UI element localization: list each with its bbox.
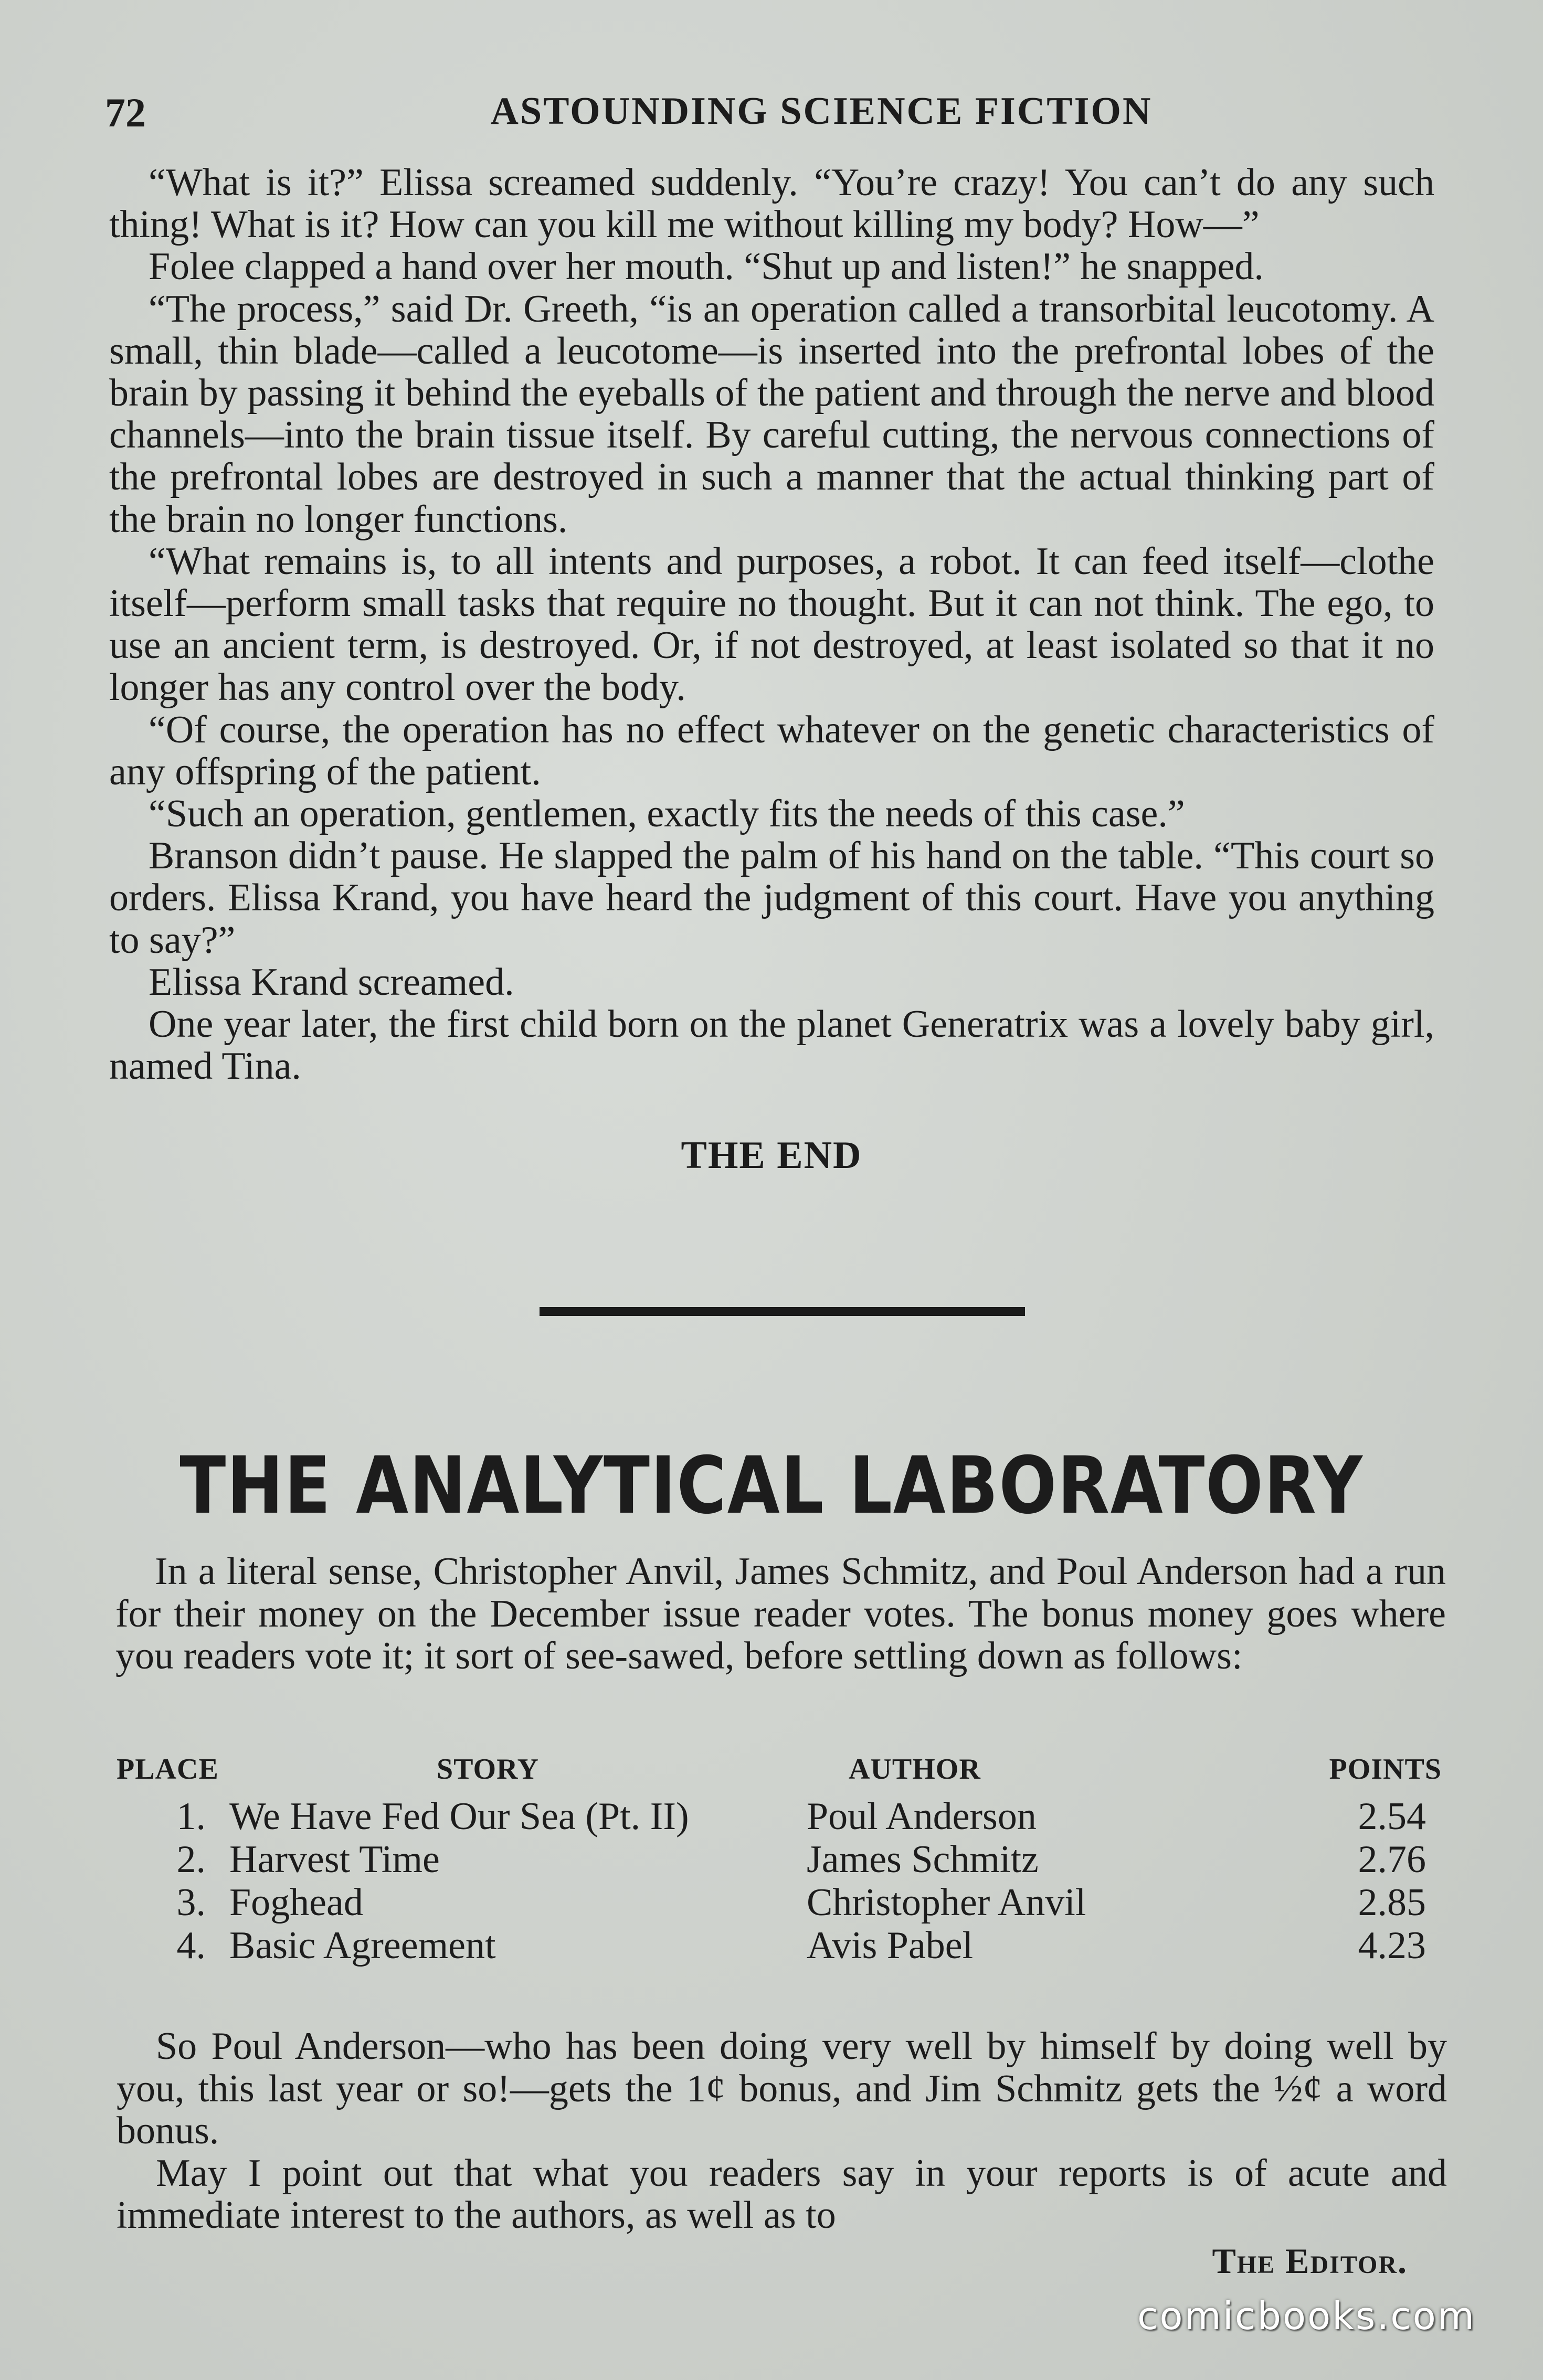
story-paragraph: One year later, the first child born on the planet Generatrix was a lovely baby girl, named Tina. (109, 1003, 1434, 1088)
results-table (117, 1794, 1447, 1967)
author-cell: Avis Pabel (807, 1924, 974, 1967)
table-row (117, 1924, 1447, 1967)
story-paragraph: “Of course, the operation has no effect whatever on the genetic characteristics of any offspring of the patient. (109, 708, 1434, 793)
intro-paragraph: In a literal sense, Christopher Anvil, James Schmitz, and Poul Anderson had a run for their money on the December issue reader votes. The bonus money goes where you readers vote it; it sort of see-sawed, before settling down as follows: (115, 1550, 1446, 1677)
points-cell: 4.23 (1358, 1924, 1426, 1967)
column-header-author: AUTHOR (849, 1753, 981, 1786)
table-row (117, 1880, 1447, 1924)
story-cell: We Have Fed Our Sea (Pt. II) (229, 1795, 689, 1838)
story-cell: Basic Agreement (229, 1924, 496, 1967)
points-cell: 2.85 (1358, 1881, 1426, 1924)
closing-paragraph: May I point out that what you readers say in your reports is of acute and immediate interest to the authors, as well as to (117, 2151, 1447, 2237)
author-cell: James Schmitz (807, 1838, 1039, 1881)
table-row (117, 1794, 1447, 1837)
story-paragraph: Folee clapped a hand over her mouth. “Shut up and listen!” he snapped. (149, 245, 1264, 289)
story-text (109, 162, 1434, 1087)
author-cell: Christopher Anvil (807, 1881, 1086, 1924)
place-cell: 1. (176, 1795, 206, 1838)
story-paragraph: Elissa Krand screamed. (149, 960, 514, 1004)
closing-paragraph: So Poul Anderson—who has been doing very well by himself by doing well by you, this last year or so!—gets the 1¢ bonus, and Jim Schmitz gets the ½¢ a word bonus. (117, 2025, 1447, 2152)
column-header-story: STORY (437, 1753, 539, 1786)
page-number: 72 (105, 90, 146, 135)
lab-intro (115, 1550, 1446, 1677)
story-cell: Harvest Time (229, 1838, 440, 1881)
points-cell: 2.54 (1358, 1795, 1426, 1838)
table-row (117, 1837, 1447, 1880)
place-cell: 3. (176, 1881, 206, 1924)
source-watermark: comicbooks.com (1137, 2294, 1476, 2338)
editor-signature: The Editor. (1212, 2241, 1408, 2281)
column-header-place: PLACE (117, 1753, 219, 1786)
points-cell: 2.76 (1358, 1838, 1426, 1881)
place-cell: 2. (176, 1838, 206, 1881)
the-end-mark: THE END (681, 1134, 862, 1177)
place-cell: 4. (176, 1924, 206, 1967)
results-table-header (117, 1752, 1447, 1789)
story-paragraph: “Such an operation, gentlemen, exactly fits the needs of this case.” (149, 792, 1185, 836)
page-header (105, 89, 1438, 147)
column-header-points: POINTS (1329, 1753, 1442, 1786)
story-paragraph: “What is it?” Elissa screamed suddenly. “You’re crazy! You can’t do any such thing! What is it? How can you kill me without killing my body? How—” (109, 161, 1434, 247)
lab-closing (117, 2025, 1447, 2237)
author-cell: Poul Anderson (807, 1795, 1037, 1838)
story-cell: Foghead (229, 1881, 363, 1924)
story-paragraph: “What remains is, to all intents and purposes, a robot. It can feed itself—clothe itself—perform small tasks that require no thought. But it can not think. The ego, to use an ancient term, is destroyed. Or, if not destroyed, at least isolated so that it no longer has any control over the body. (109, 539, 1434, 709)
section-divider (540, 1307, 1025, 1316)
story-paragraph: Branson didn’t pause. He slapped the palm of his hand on the table. “This court so orders. Elissa Krand, you have heard the judgment of this court. Have you anything to say?” (109, 834, 1434, 962)
story-paragraph: “The process,” said Dr. Greeth, “is an operation called a transorbital leucotomy. A small, thin blade—called a leucotome—is inserted into the prefrontal lobes of the brain by passing it behind the eyeballs of the patient and through the nerve and blood channels—into the brain tissue itself. By careful cutting, the nervous connections of the prefrontal lobes are destroyed in such a manner that the actual thinking part of the brain no longer functions. (109, 287, 1434, 541)
section-title: THE ANALYTICAL LABORATORY (179, 1440, 1364, 1532)
running-title: ASTOUNDING SCIENCE FICTION (490, 90, 1153, 133)
